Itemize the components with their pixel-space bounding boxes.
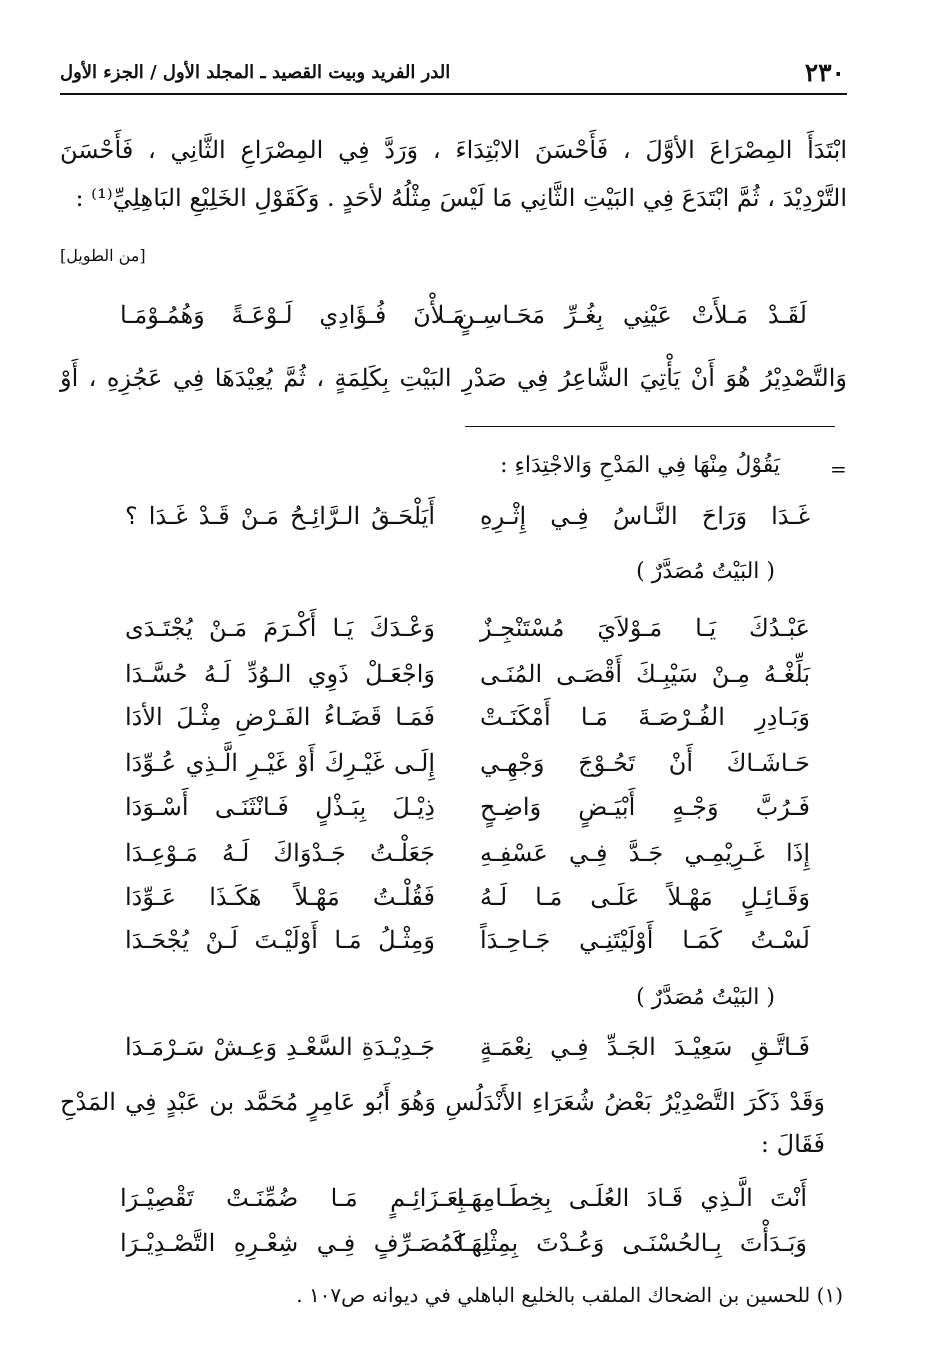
body-line: وَقَدْ ذَكَرَ التَّصْدِيْرُ بَعْضُ شُعَرَاءِ الأَنْدَلُسِ وَهُوَ أَبُو عَامِرٍ مُحَمَّد بن عَبْدٍ فِي المَدْحِ bbox=[60, 1088, 825, 1116]
verse-hemistich-right: وَبَـدَأْتَ بِـالحُسْنَـى وَعُـدْتَ بِمِثْلِهَـا bbox=[457, 1229, 807, 1257]
verse-hemistich-left: إِلَـى غَيْـرِكَ أَوْ غَيْـرِ الَّـذِي عُـوِّدَا bbox=[125, 749, 435, 777]
footnote: (١) للحسين بن الضحاك الملقب بالخليع الباهلي في ديوانه ص١٠٧ . bbox=[296, 1283, 843, 1307]
footnote-separator bbox=[465, 426, 835, 427]
verse-hemistich-left: جَـدِيْـدَةِ السَّعْـدِ وَعِـشْ سَـرْمَـدَا bbox=[125, 1033, 435, 1061]
body-line: وَالتَّصْدِيْرُ هُوَ أَنْ يَأْتِيَ الشَّاعِرُ فِي صَدْرِ البَيْتِ بِكَلِمَةٍ ، ثُمَّ يُعِيْدَهَا فِي عَجُزِهِ ، أَوْ bbox=[60, 364, 847, 392]
body-line: فَقَالَ : bbox=[760, 1130, 825, 1158]
running-title: الدر الفريد وبيت القصيد ـ المجلد الأول / الجزء الأول bbox=[60, 62, 451, 83]
verse-hemistich-right: وَبَـادِرِ الفُـرْصَـةَ مَـا أَمْكَنَـتْ bbox=[480, 703, 810, 731]
body-line: التَّرْدِيْدَ ، ثُمَّ ابْتَدَعَ فِي البَيْتِ الثَّانِي مَا لَيْسَ مِثْلُهُ لأحَدٍ . وَكَقَوْلِ الخَلِيْعِ البَاهِلِيِّ⁽¹⁾ : bbox=[75, 184, 847, 212]
verse-hemistich-right: إِذَا غَـرِيْمِـي جَـدَّ فِـي عَسْفِـهِ bbox=[480, 839, 810, 867]
inner-intro: يَقُوْلُ مِنْهَا فِي المَدْحِ وَالاجْتِدَاءِ : bbox=[500, 453, 780, 478]
verse-hemistich-left: جَعَلْـتُ جَـدْوَاكَ لَـهُ مَـوْعِـدَا bbox=[125, 839, 435, 867]
meter-label: [من الطويل] bbox=[60, 246, 146, 265]
verse-label: ( البَيْتُ مُصَدَّرٌ ) bbox=[636, 559, 775, 584]
verse-hemistich-left: وَعْـدَكَ يَـا أَكْـرَمَ مَـنْ يُجْتَـدَى bbox=[125, 614, 435, 642]
verse-label: ( البَيْتُ مُصَدَّرٌ ) bbox=[636, 985, 775, 1010]
verse-hemistich-left: كَمُصَـرِّفٍ فِـي شِعْـرِهِ التَّصْـدِيْـرَا bbox=[120, 1229, 465, 1257]
verse-hemistich-left: فَقُلْـتُ مَهْـلاً هَكَـذَا عَـوِّدَا bbox=[125, 883, 435, 911]
verse-hemistich-right: لَقَـدْ مَـلأَتْ عَيْنِي بِغُـرِّ مَحَـاسِـنٍ bbox=[457, 301, 807, 329]
verse-hemistich-right: حَـاشَـاكَ أَنْ تَحُـوْجَ وَجْهِـي bbox=[480, 749, 810, 777]
verse-hemistich-right: لَسْـتُ كَمَـا أَوْلَيْتَنِـي جَـاحِـدَاً bbox=[480, 926, 810, 954]
verse-hemistich-right: غَـدَا وَرَاحَ النَّـاسُ فِـي إِثْـرِهِ bbox=[480, 502, 810, 530]
continuation-mark: = bbox=[830, 457, 847, 481]
verse-hemistich-left: أَيَلْحَـقُ الـرَّائِـحُ مَـنْ قَـدْ غَـدَا ؟ bbox=[125, 502, 435, 530]
verse-hemistich-right: بَلِّغْـهُ مِـنْ سَيْبِـكَ أَقْصَـى المُنَـى bbox=[480, 660, 810, 688]
verse-hemistich-right: وَقَـائِـلٍ مَهْـلاً عَلَـى مَـا لَـهُ bbox=[480, 883, 810, 911]
page-number: ٢٣٠ bbox=[804, 58, 845, 87]
verse-hemistich-left: فَمَـا قَضَـاءُ الفَـرْضِ مِثْـلَ الأدَا bbox=[125, 703, 435, 731]
verse-hemistich-right: فَـرُبَّ وَجْـهٍ أَبْيَـضٍ وَاضِـحٍ bbox=[480, 793, 810, 821]
verse-hemistich-left: وَاجْعَـلْ ذَوِي الـوُدِّ لَـهُ حُسَّـدَا bbox=[125, 660, 435, 688]
body-line: ابْتَدَأَ المِصْرَاعَ الأوَّلَ ، فَأَحْسَنَ الابْتِدَاءَ ، وَرَدَّ فِي المِصْرَاعِ الثَّانِي ، فَأَحْسَنَ bbox=[60, 136, 847, 164]
verse-hemistich-right: عَبْـدُكَ يَـا مَـوْلاَيَ مُسْتَنْجِـزٌ bbox=[480, 614, 810, 642]
verse-hemistich-left: ذِيْـلَ بِبَـذْلٍ فَـانْثَنَـى أَسْـوَدَا bbox=[125, 793, 435, 821]
verse-hemistich-right: أَنْتَ الَّـذِي قَـادَ العُلَـى بِخِطَـامِهَـا bbox=[457, 1184, 807, 1212]
verse-hemistich-left: مَـلأْنَ فُـؤَادِي لَـوْعَـةً وَهُمُـوْمَـا bbox=[120, 301, 465, 329]
verse-hemistich-left: بِعَـزَائِـمٍ مَـا ضُمِّنَـتْ تَقْصِيْـرَا bbox=[120, 1184, 465, 1212]
verse-hemistich-left: وَمِثْـلُ مَـا أَوْلَيْـتَ لَـنْ يُجْحَـدَا bbox=[125, 926, 435, 954]
page-header bbox=[60, 58, 845, 90]
header-rule bbox=[60, 93, 847, 95]
verse-hemistich-right: فَـاتَّـقِ سَعِيْـدَ الجَـدِّ فِـي نِعْمَـةٍ bbox=[480, 1033, 810, 1061]
